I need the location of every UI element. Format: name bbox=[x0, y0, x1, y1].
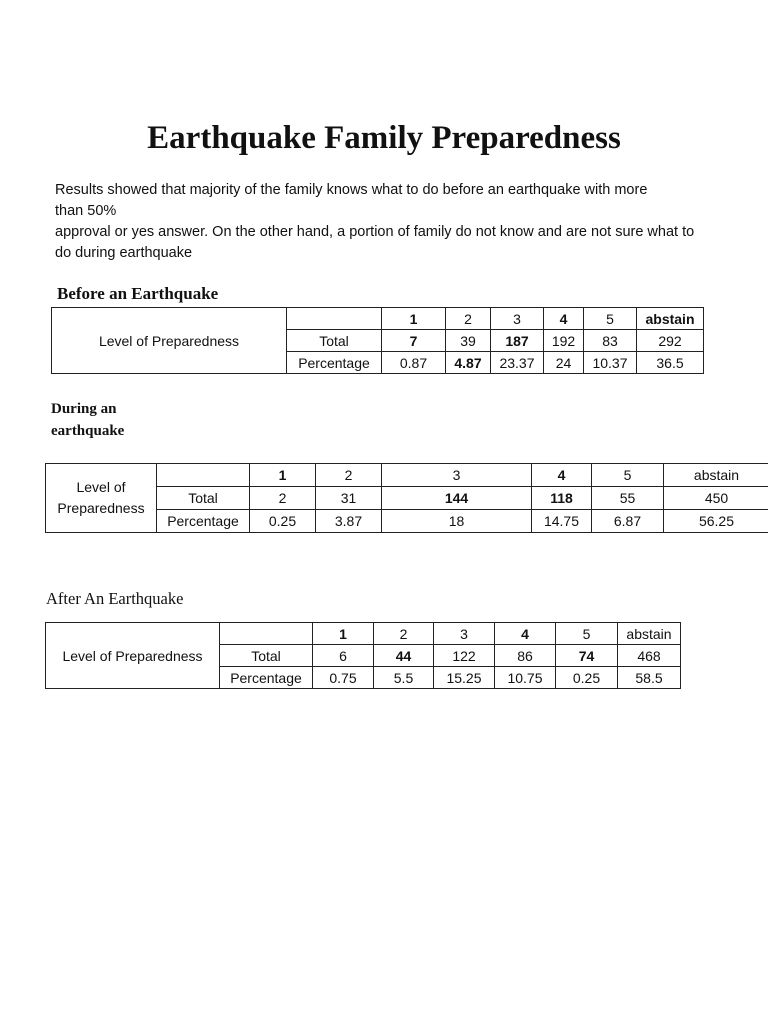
table-cell: 10.75 bbox=[495, 667, 556, 689]
table-cell: 18 bbox=[382, 510, 532, 533]
row-label: Total bbox=[157, 487, 250, 510]
table-cell: 118 bbox=[532, 487, 592, 510]
table-cell: 2 bbox=[250, 487, 316, 510]
table-cell: 55 bbox=[592, 487, 664, 510]
table-cell: 6.87 bbox=[592, 510, 664, 533]
intro-line: than 50% bbox=[55, 203, 117, 219]
table-cell: 5.5 bbox=[374, 667, 434, 689]
after-heading: After An Earthquake bbox=[46, 589, 184, 608]
table-cell: 56.25 bbox=[664, 510, 768, 533]
intro-line: approval or yes answer. On the other hand, a portion of family do not know and are not sure what to bbox=[55, 224, 695, 240]
row-label: Percentage bbox=[220, 667, 313, 689]
column-header: 5 bbox=[584, 308, 637, 330]
table-cell: 7 bbox=[382, 330, 446, 352]
table-cell: 0.87 bbox=[382, 352, 446, 374]
row-label: Percentage bbox=[157, 510, 250, 533]
row-label: Percentage bbox=[287, 352, 382, 374]
column-header: 4 bbox=[544, 308, 584, 330]
table-cell: 83 bbox=[584, 330, 637, 352]
during-heading-line: earthquake bbox=[51, 423, 125, 439]
table-header-row bbox=[52, 308, 704, 330]
table-cell: 187 bbox=[491, 330, 544, 352]
column-header: abstain bbox=[618, 623, 681, 645]
row-header bbox=[46, 464, 157, 533]
before-table bbox=[51, 307, 704, 374]
table-cell: 3.87 bbox=[316, 510, 382, 533]
intro-line: do during earthquake bbox=[55, 245, 193, 261]
during-table bbox=[45, 463, 768, 533]
table-cell: 4.87 bbox=[446, 352, 491, 374]
table-cell: 468 bbox=[618, 645, 681, 667]
column-header: 2 bbox=[374, 623, 434, 645]
during-heading bbox=[51, 398, 161, 442]
intro-line: Results showed that majority of the family knows what to do before an earthquake with more bbox=[55, 182, 648, 198]
table-cell: 39 bbox=[446, 330, 491, 352]
column-header: 4 bbox=[532, 464, 592, 487]
table-header-row bbox=[46, 623, 681, 645]
column-header: 3 bbox=[491, 308, 544, 330]
column-header: 2 bbox=[446, 308, 491, 330]
column-header: 1 bbox=[313, 623, 374, 645]
table-cell: 44 bbox=[374, 645, 434, 667]
column-header: 3 bbox=[382, 464, 532, 487]
table-cell: 6 bbox=[313, 645, 374, 667]
column-header: 2 bbox=[316, 464, 382, 487]
column-header: 1 bbox=[382, 308, 446, 330]
table-cell bbox=[220, 623, 313, 645]
table-header-row bbox=[46, 464, 768, 487]
page-title: Earthquake Family Preparedness bbox=[147, 120, 621, 156]
row-header-line: Preparedness bbox=[57, 500, 145, 516]
table-cell: 23.37 bbox=[491, 352, 544, 374]
table-cell: 58.5 bbox=[618, 667, 681, 689]
table-cell: 0.25 bbox=[250, 510, 316, 533]
table-cell: 0.75 bbox=[313, 667, 374, 689]
row-label: Total bbox=[287, 330, 382, 352]
table-cell: 31 bbox=[316, 487, 382, 510]
row-label: Total bbox=[220, 645, 313, 667]
table-cell: 450 bbox=[664, 487, 768, 510]
column-header: 1 bbox=[250, 464, 316, 487]
before-heading: Before an Earthquake bbox=[57, 284, 219, 303]
table-cell: 15.25 bbox=[434, 667, 495, 689]
column-header: 4 bbox=[495, 623, 556, 645]
after-table bbox=[45, 622, 681, 689]
column-header: abstain bbox=[637, 308, 704, 330]
table-cell: 74 bbox=[556, 645, 618, 667]
column-header: 3 bbox=[434, 623, 495, 645]
table-cell: 10.37 bbox=[584, 352, 637, 374]
table-cell: 292 bbox=[637, 330, 704, 352]
row-header-line: Level of bbox=[76, 479, 126, 495]
table-cell: 144 bbox=[382, 487, 532, 510]
table-cell bbox=[287, 308, 382, 330]
during-heading-line: During an bbox=[51, 401, 117, 417]
table-cell: 24 bbox=[544, 352, 584, 374]
table-cell: 192 bbox=[544, 330, 584, 352]
table-cell: 86 bbox=[495, 645, 556, 667]
table-cell: 122 bbox=[434, 645, 495, 667]
row-header: Level of Preparedness bbox=[52, 308, 287, 374]
column-header: 5 bbox=[556, 623, 618, 645]
row-header: Level of Preparedness bbox=[46, 623, 220, 689]
column-header: abstain bbox=[664, 464, 768, 487]
table-cell: 36.5 bbox=[637, 352, 704, 374]
table-cell bbox=[157, 464, 250, 487]
table-cell: 0.25 bbox=[556, 667, 618, 689]
table-cell: 14.75 bbox=[532, 510, 592, 533]
column-header: 5 bbox=[592, 464, 664, 487]
intro-paragraph bbox=[55, 180, 755, 264]
